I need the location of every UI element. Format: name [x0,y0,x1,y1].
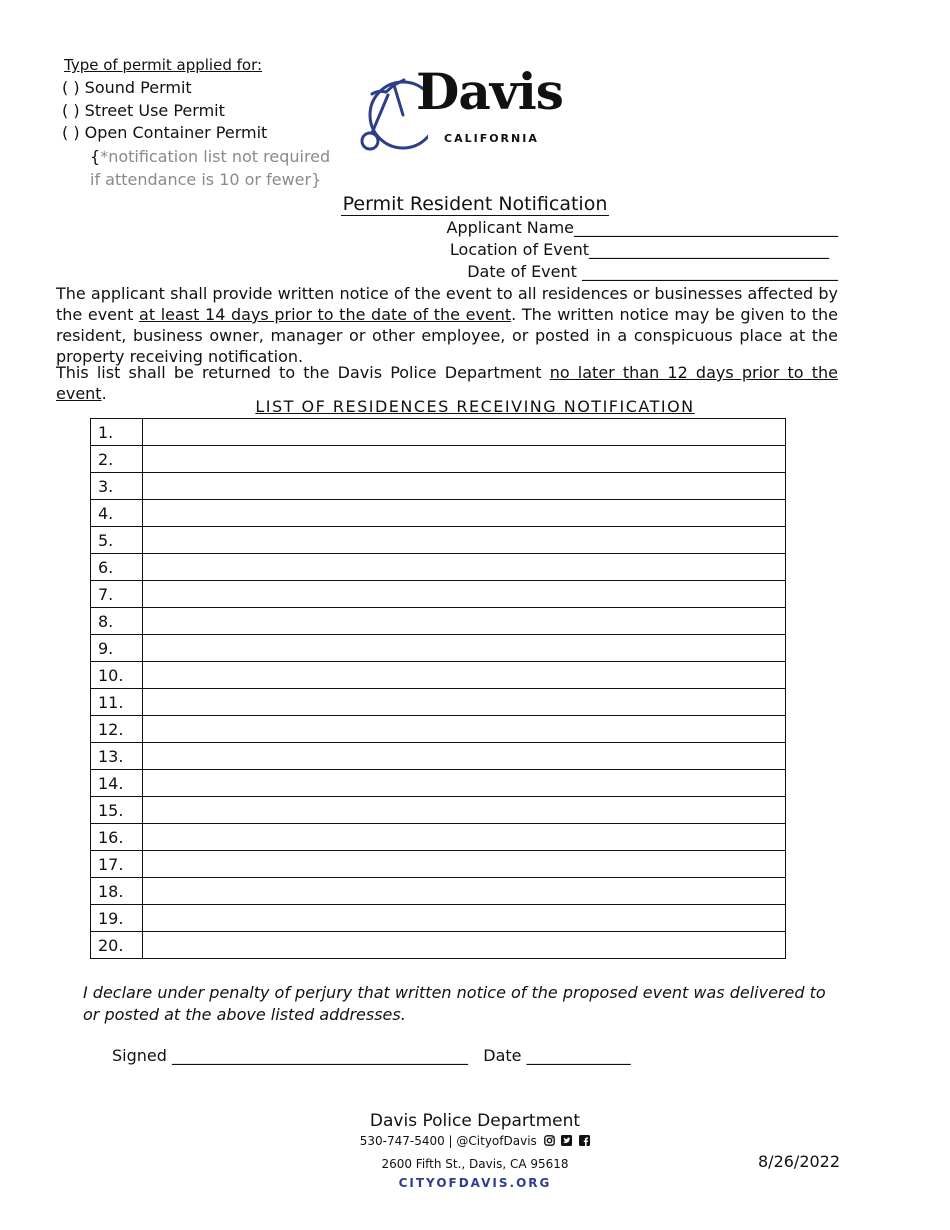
row-number: 14. [91,770,143,797]
row-number: 16. [91,824,143,851]
table-row [91,689,786,716]
residence-entry-cell[interactable] [143,770,786,797]
row-number: 3. [91,473,143,500]
table-row [91,554,786,581]
note-brace-open: { [90,147,101,166]
residence-entry-cell[interactable] [143,743,786,770]
table-row [91,932,786,959]
residence-entry-cell[interactable] [143,581,786,608]
table-row [91,770,786,797]
signed-date-field[interactable]: Date _____________ [483,1046,631,1065]
row-number: 10. [91,662,143,689]
table-row [91,797,786,824]
row-number: 4. [91,500,143,527]
footer-contact [0,1134,950,1148]
residence-entry-cell[interactable] [143,878,786,905]
row-number: 15. [91,797,143,824]
row-number: 17. [91,851,143,878]
signature-line [112,1046,631,1065]
residence-entry-cell[interactable] [143,797,786,824]
row-number: 11. [91,689,143,716]
footer-contact-text: 530-747-5400 | @CityofDavis [359,1134,537,1148]
table-row [91,635,786,662]
permit-note [90,145,340,191]
permit-option-label: Sound Permit [84,78,192,97]
table-row [91,662,786,689]
checkbox-bracket: ( ) [62,78,80,97]
table-row [91,527,786,554]
table-row [91,743,786,770]
permit-option-open-container[interactable] [62,123,267,142]
row-number: 6. [91,554,143,581]
permit-type-heading: Type of permit applied for: [64,56,263,74]
declaration: I declare under penalty of perjury that written notice of the proposed event was delivered to or posted at the above listed addresses. [83,983,826,1024]
row-number: 9. [91,635,143,662]
permit-option-label: Open Container Permit [84,123,268,142]
residence-entry-cell[interactable] [143,554,786,581]
residence-entry-cell[interactable] [143,905,786,932]
permit-option-street-use[interactable] [62,101,225,120]
row-number: 18. [91,878,143,905]
note-brace-close: } [311,170,322,189]
facebook-icon[interactable] [579,1135,590,1146]
residence-entry-cell[interactable] [143,851,786,878]
date-of-event-field[interactable]: Date of Event ________________________________ [467,262,838,281]
row-number: 8. [91,608,143,635]
instagram-icon[interactable] [544,1135,555,1146]
table-row [91,473,786,500]
table-row [91,608,786,635]
twitter-icon[interactable] [561,1135,572,1146]
permit-option-label: Street Use Permit [84,101,225,120]
return-paragraph: This list shall be returned to the Davis Police Department no later than 12 days prior to the event. [56,363,839,403]
residence-entry-cell[interactable] [143,932,786,959]
residence-entry-cell[interactable] [143,824,786,851]
table-row [91,581,786,608]
footer-dept: Davis Police Department [369,1111,581,1131]
footer-website-link[interactable]: CITYOFDAVIS.ORG [398,1176,552,1190]
notice-paragraph: The applicant shall provide written notice of the event to all residences or businesses affected by the event at least 14 days prior to the date of the event. The written notice may be given to the resident, business owner, manager or other employee, or posted in a conspicuous place at the property receiving notification. [56,284,838,366]
residence-entry-cell[interactable] [143,635,786,662]
row-number: 5. [91,527,143,554]
table-row [91,500,786,527]
list-heading: LIST OF RESIDENCES RECEIVING NOTIFICATION [255,397,695,416]
row-number: 2. [91,446,143,473]
checkbox-bracket: ( ) [62,101,80,120]
residence-entry-cell[interactable] [143,689,786,716]
residence-entry-cell[interactable] [143,662,786,689]
row-number: 13. [91,743,143,770]
residence-entry-cell[interactable] [143,419,786,446]
row-number: 1. [91,419,143,446]
table-row [91,878,786,905]
row-number: 12. [91,716,143,743]
residence-entry-cell[interactable] [143,716,786,743]
row-number: 19. [91,905,143,932]
page-title: Permit Resident Notification [342,193,608,215]
applicant-name-field[interactable]: Applicant Name_________________________________ [446,218,838,237]
row-number: 7. [91,581,143,608]
table-row [91,716,786,743]
residences-table [90,418,786,959]
residence-entry-cell[interactable] [143,500,786,527]
permit-option-sound[interactable] [62,78,192,97]
location-field[interactable]: Location of Event______________________________ [449,240,829,259]
residence-entry-cell[interactable] [143,473,786,500]
residence-entry-cell[interactable] [143,527,786,554]
table-row [91,419,786,446]
table-row [91,824,786,851]
logo-subtitle: CALIFORNIA [444,132,539,145]
row-number: 20. [91,932,143,959]
logo-wordmark: Davis [416,62,563,121]
document-date: 8/26/2022 [758,1152,841,1171]
table-row [91,446,786,473]
footer-address: 2600 Fifth St., Davis, CA 95618 [381,1157,569,1171]
residence-entry-cell[interactable] [143,446,786,473]
table-row [91,905,786,932]
note-text: *notification list not required if attendance is 10 or fewer [90,147,331,189]
residence-entry-cell[interactable] [143,608,786,635]
davis-logo [358,62,568,155]
signed-field[interactable]: Signed _____________________________________ [112,1046,468,1065]
table-row [91,851,786,878]
checkbox-bracket: ( ) [62,123,80,142]
